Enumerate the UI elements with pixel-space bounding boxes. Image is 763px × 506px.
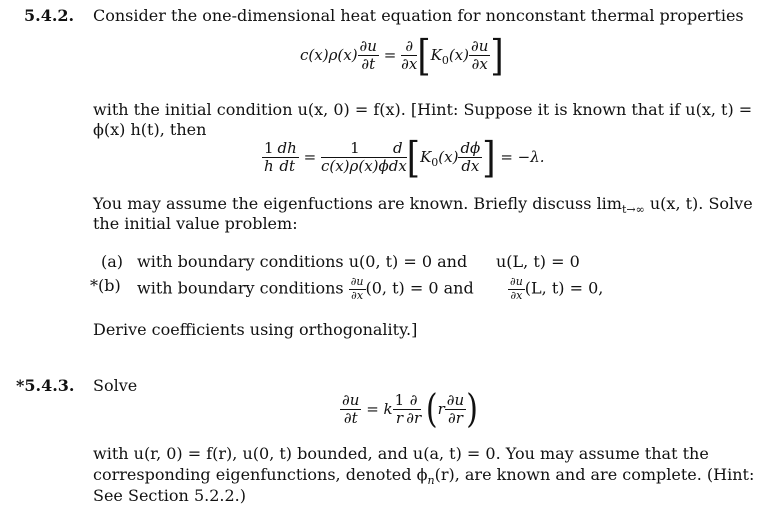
- eq3-equals-k: = k: [366, 399, 393, 418]
- part-a-label: (a): [101, 252, 124, 271]
- part-b-pre: with boundary conditions: [137, 278, 344, 298]
- eq3-dr2: ∂r: [448, 409, 463, 428]
- part-b-right-dx: ∂x: [510, 288, 523, 302]
- eq1-dt: ∂t: [361, 55, 376, 74]
- eq1-du2: ∂u: [470, 37, 489, 55]
- eq2-dphi: dϕ: [460, 139, 481, 157]
- eq1-k-sub: 0: [441, 53, 449, 67]
- part-b-dx: ∂x: [351, 288, 364, 302]
- eq1-k: K: [430, 45, 442, 64]
- eq2-rhs: = −λ.: [500, 147, 545, 166]
- part-b-right-post: (L, t) = 0,: [524, 278, 604, 298]
- eq2-den: c(x)ρ(x)ϕ: [320, 157, 389, 176]
- part-b-right: [508, 276, 603, 302]
- eq2-k-sub: 0: [431, 155, 439, 169]
- heat-equation: c(x)ρ(x) $\frac{\partial u}{\partial t}$ = $\frac{\partial}{\partial x}$ [$K_0(x)$ $\frac{\partial u}{\partial x}$ ]: [300, 30, 504, 81]
- eigen-line: [93, 194, 753, 216]
- separation-equation: $\frac{1}{h}$ $\frac{dh}{dt}$ = $\frac{1}{c(x)\rho(x)\phi}$ $\frac{d}{dx}$ [$K_0(x)$ $\frac{d\phi}{dx}$ ] = −λ.: [263, 132, 545, 183]
- eq3-one: 1: [394, 391, 405, 409]
- solve-label: Solve: [93, 376, 138, 395]
- eq2-equals: =: [303, 147, 317, 166]
- section-ref-line: See Section 5.2.2.): [93, 486, 246, 505]
- part-b-du: ∂u: [350, 275, 364, 288]
- part-b-right-du: ∂u: [510, 275, 523, 288]
- radial-equation: $\frac{\partial u}{\partial t}$ = k $\frac{1}{r}$ $\frac{\partial}{\partial r}$ (r $\frac{\partial u}{\partial r}$ ): [342, 387, 478, 433]
- eq3-du2: ∂u: [446, 391, 465, 409]
- part-b-text: [137, 276, 474, 302]
- part-a-text: with boundary conditions u(0, t) = 0 and: [137, 252, 468, 271]
- eq1-d: ∂: [401, 38, 417, 56]
- eq2-arg: (x): [438, 147, 459, 166]
- problem-number: 5.4.2.: [24, 6, 75, 25]
- eq3-du: ∂u: [342, 391, 360, 409]
- derive-line: Derive coefficients using orthogonality.]: [93, 320, 418, 339]
- eq1-lhs: c(x)ρ(x): [300, 45, 358, 64]
- eq1-dx: ∂x: [401, 55, 418, 74]
- eq2-dh: dh: [277, 139, 297, 157]
- eigenfunctions-line: [93, 465, 754, 487]
- eq3-dr: ∂r: [406, 409, 422, 428]
- ivp-line: the initial value problem:: [93, 214, 298, 233]
- eq2-one2: 1: [321, 140, 389, 158]
- eq1-arg: (x): [448, 45, 469, 64]
- conditions-line: with u(r, 0) = f(r), u(0, t) bounded, and u(a, t) = 0. You may assume that the: [93, 444, 709, 463]
- eigenfunctions-text: corresponding eigenfunctions, denoted ϕ: [93, 465, 428, 484]
- eq2-dx2: dx: [461, 157, 480, 176]
- eq1-du: ∂u: [359, 37, 377, 55]
- eq2-dx: dx: [388, 157, 407, 176]
- eq3-r: r: [395, 409, 403, 428]
- problem-number-2: *5.4.3.: [16, 376, 75, 395]
- phi-sub: n: [427, 474, 435, 488]
- eigen-text: You may assume the eigenfuctions are known. Briefly discuss lim: [93, 194, 622, 213]
- eq2-one: 1: [264, 139, 274, 157]
- eq3-dt: ∂t: [343, 409, 358, 428]
- lim-sub: t→∞: [621, 203, 645, 217]
- eq3-rin: r: [437, 399, 445, 418]
- eigenfunctions-end: (r), are known and are complete. (Hint:: [434, 465, 755, 484]
- eq3-d: ∂: [406, 392, 421, 410]
- part-b-label: *(b): [90, 276, 121, 295]
- eq2-k: K: [420, 147, 432, 166]
- eq1-dx2: ∂x: [471, 55, 488, 74]
- eq2-h: h: [263, 157, 274, 176]
- part-b-post: (0, t) = 0 and: [365, 278, 474, 298]
- eq2-dt: dt: [279, 157, 295, 176]
- hint-line: ϕ(x) h(t), then: [93, 120, 207, 139]
- part-a-right: u(L, t) = 0: [496, 252, 580, 271]
- eq1-equals: =: [383, 45, 397, 64]
- eq2-d: d: [389, 140, 407, 158]
- eigen-text-end: u(x, t). Solve: [644, 194, 753, 213]
- initial-condition-line: with the initial condition u(x, 0) = f(x). [Hint: Suppose it is known that if u(x, t) =: [93, 100, 753, 119]
- problem-intro: Consider the one-dimensional heat equation for nonconstant thermal properties: [93, 6, 744, 25]
